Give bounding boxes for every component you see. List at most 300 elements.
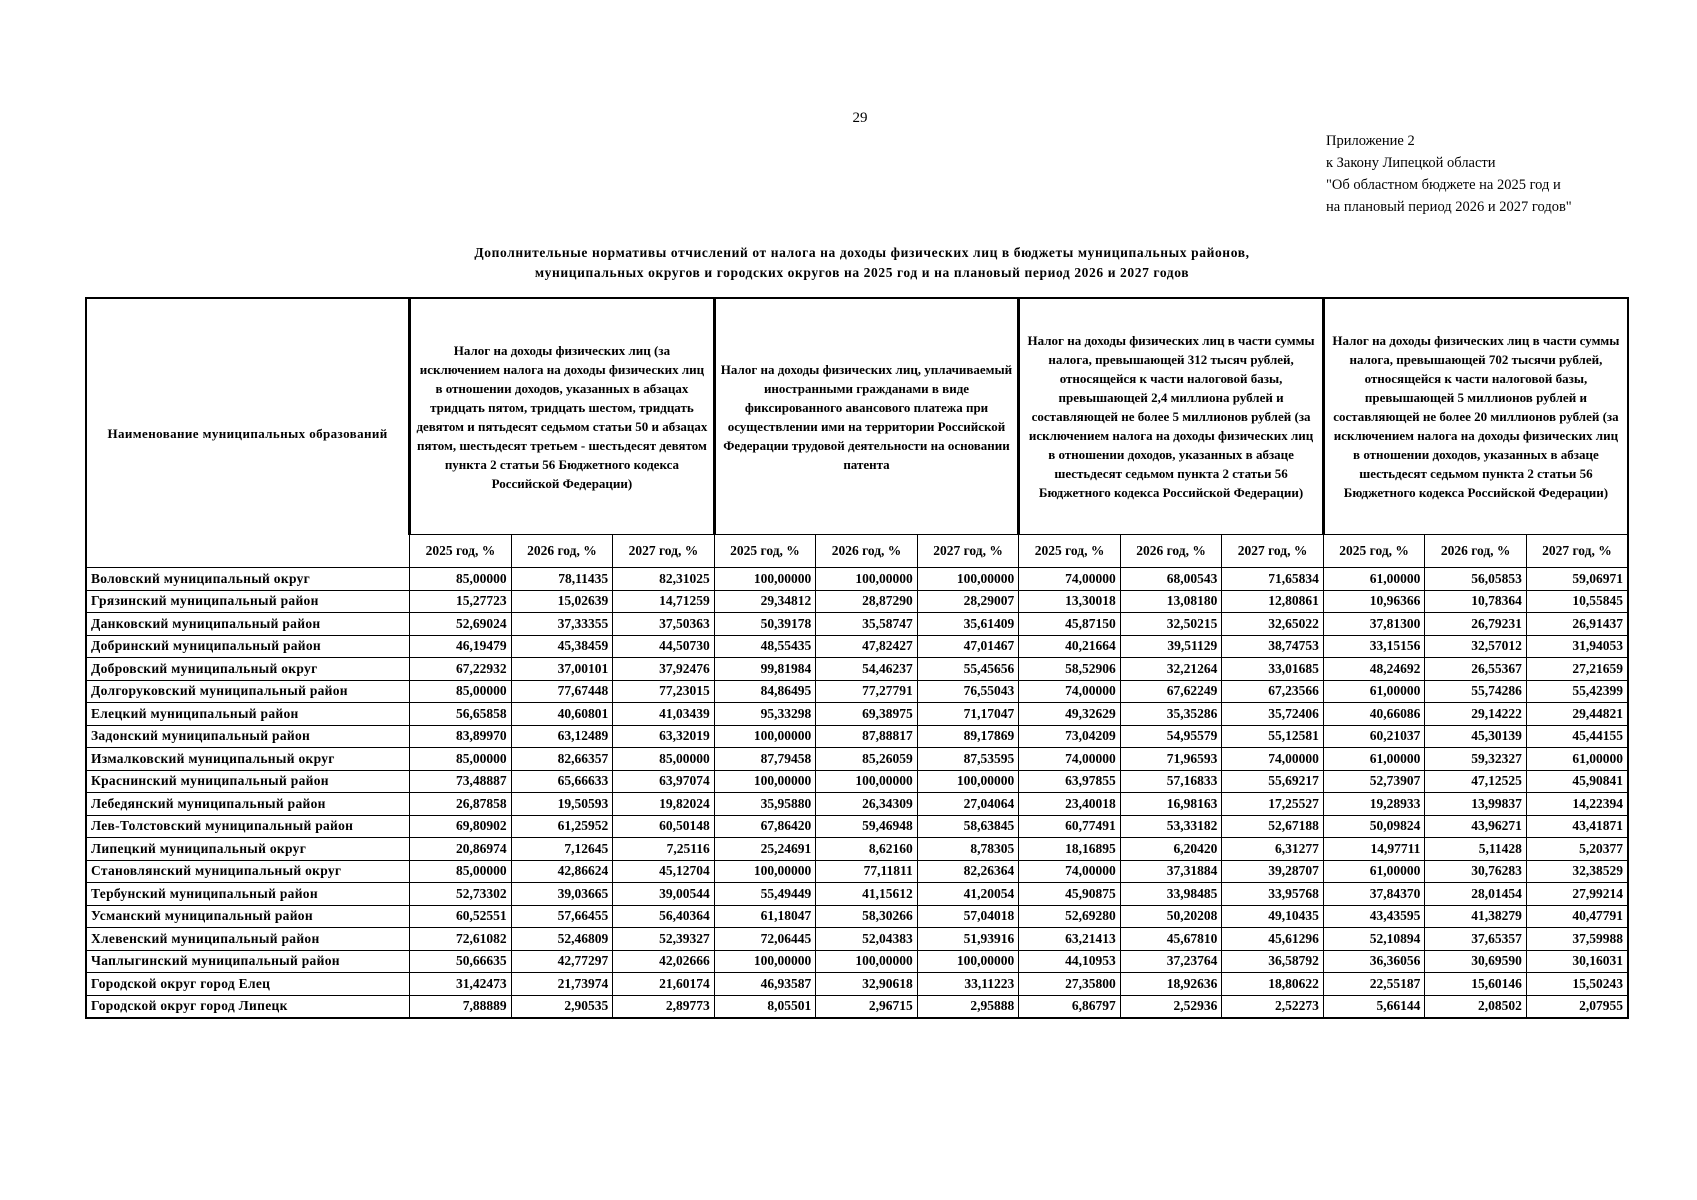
value-cell: 100,00000 — [816, 770, 918, 793]
value-cell: 67,22932 — [410, 658, 512, 681]
value-cell: 32,21264 — [1120, 658, 1222, 681]
value-cell: 6,86797 — [1019, 995, 1121, 1018]
appendix-line-2: к Закону Липецкой области — [1326, 155, 1496, 171]
value-cell: 57,66455 — [511, 905, 613, 928]
value-cell: 63,97855 — [1019, 770, 1121, 793]
municipality-name: Долгоруковский муниципальный район — [86, 680, 410, 703]
table-row — [86, 748, 1628, 771]
appendix-line-4: на плановый период 2026 и 2027 годов" — [1326, 199, 1572, 215]
value-cell: 100,00000 — [714, 860, 816, 883]
value-cell: 37,23764 — [1120, 950, 1222, 973]
value-cell: 73,04209 — [1019, 725, 1121, 748]
value-cell: 58,52906 — [1019, 658, 1121, 681]
value-cell: 52,10894 — [1323, 928, 1425, 951]
value-cell: 29,14222 — [1425, 703, 1527, 726]
municipality-name: Воловский муниципальный округ — [86, 568, 410, 591]
value-cell: 31,94053 — [1526, 635, 1628, 658]
value-cell: 19,82024 — [613, 793, 715, 816]
document-title-line-1: Дополнительные нормативы отчислений от налога на доходы физических лиц в бюджеты муниципальных районов, — [474, 245, 1250, 260]
value-cell: 2,96715 — [816, 995, 918, 1018]
value-cell: 100,00000 — [917, 950, 1019, 973]
value-cell: 52,69024 — [410, 613, 512, 636]
table-row — [86, 860, 1628, 883]
municipality-name: Хлевенский муниципальный район — [86, 928, 410, 951]
value-cell: 43,43595 — [1323, 905, 1425, 928]
value-cell: 10,96366 — [1323, 590, 1425, 613]
municipality-name: Становлянский муниципальный округ — [86, 860, 410, 883]
value-cell: 33,11223 — [917, 973, 1019, 996]
value-cell: 74,00000 — [1019, 748, 1121, 771]
value-cell: 77,11811 — [816, 860, 918, 883]
year-header-g1-y3: 2027 год, % — [613, 535, 715, 568]
value-cell: 53,33182 — [1120, 815, 1222, 838]
value-cell: 100,00000 — [714, 725, 816, 748]
value-cell: 57,04018 — [917, 905, 1019, 928]
value-cell: 5,66144 — [1323, 995, 1425, 1018]
value-cell: 71,17047 — [917, 703, 1019, 726]
value-cell: 2,08502 — [1425, 995, 1527, 1018]
value-cell: 55,49449 — [714, 883, 816, 906]
table-row — [86, 928, 1628, 951]
value-cell: 41,03439 — [613, 703, 715, 726]
value-cell: 45,90841 — [1526, 770, 1628, 793]
value-cell: 63,97074 — [613, 770, 715, 793]
value-cell: 55,69217 — [1222, 770, 1324, 793]
value-cell: 46,93587 — [714, 973, 816, 996]
value-cell: 41,20054 — [917, 883, 1019, 906]
year-header-g4-y3: 2027 год, % — [1526, 535, 1628, 568]
value-cell: 32,65022 — [1222, 613, 1324, 636]
value-cell: 30,16031 — [1526, 950, 1628, 973]
value-cell: 36,36056 — [1323, 950, 1425, 973]
municipality-name: Чаплыгинский муниципальный район — [86, 950, 410, 973]
value-cell: 37,33355 — [511, 613, 613, 636]
value-cell: 37,59988 — [1526, 928, 1628, 951]
value-cell: 15,50243 — [1526, 973, 1628, 996]
value-cell: 67,23566 — [1222, 680, 1324, 703]
value-cell: 32,57012 — [1425, 635, 1527, 658]
value-cell: 13,99837 — [1425, 793, 1527, 816]
value-cell: 52,73907 — [1323, 770, 1425, 793]
value-cell: 47,01467 — [917, 635, 1019, 658]
value-cell: 83,89970 — [410, 725, 512, 748]
table-row — [86, 680, 1628, 703]
value-cell: 63,21413 — [1019, 928, 1121, 951]
value-cell: 15,60146 — [1425, 973, 1527, 996]
value-cell: 52,67188 — [1222, 815, 1324, 838]
municipality-name: Добровский муниципальный округ — [86, 658, 410, 681]
value-cell: 85,26059 — [816, 748, 918, 771]
value-cell: 85,00000 — [410, 568, 512, 591]
value-cell: 22,55187 — [1323, 973, 1425, 996]
table-row — [86, 703, 1628, 726]
value-cell: 42,77297 — [511, 950, 613, 973]
value-cell: 45,44155 — [1526, 725, 1628, 748]
value-cell: 50,20208 — [1120, 905, 1222, 928]
value-cell: 2,52273 — [1222, 995, 1324, 1018]
value-cell: 30,69590 — [1425, 950, 1527, 973]
value-cell: 25,24691 — [714, 838, 816, 861]
value-cell: 60,52551 — [410, 905, 512, 928]
value-cell: 65,66633 — [511, 770, 613, 793]
value-cell: 67,62249 — [1120, 680, 1222, 703]
value-cell: 100,00000 — [714, 950, 816, 973]
value-cell: 29,44821 — [1526, 703, 1628, 726]
value-cell: 15,02639 — [511, 590, 613, 613]
value-cell: 37,50363 — [613, 613, 715, 636]
municipality-name: Липецкий муниципальный округ — [86, 838, 410, 861]
value-cell: 71,96593 — [1120, 748, 1222, 771]
value-cell: 19,50593 — [511, 793, 613, 816]
year-header-g3-y2: 2026 год, % — [1120, 535, 1222, 568]
municipality-name: Городской округ город Липецк — [86, 995, 410, 1018]
municipality-name: Усманский муниципальный район — [86, 905, 410, 928]
value-cell: 13,08180 — [1120, 590, 1222, 613]
value-cell: 35,95880 — [714, 793, 816, 816]
value-cell: 18,80622 — [1222, 973, 1324, 996]
value-cell: 38,74753 — [1222, 635, 1324, 658]
value-cell: 2,95888 — [917, 995, 1019, 1018]
value-cell: 69,38975 — [816, 703, 918, 726]
municipality-name: Елецкий муниципальный район — [86, 703, 410, 726]
value-cell: 47,12525 — [1425, 770, 1527, 793]
value-cell: 69,80902 — [410, 815, 512, 838]
value-cell: 74,00000 — [1019, 680, 1121, 703]
value-cell: 72,61082 — [410, 928, 512, 951]
table-row — [86, 815, 1628, 838]
value-cell: 45,87150 — [1019, 613, 1121, 636]
group-header-2: Налог на доходы физических лиц, уплачиваемый иностранными гражданами в виде фиксированного авансового платежа при осуществлении ими на территории Российской Федерации трудовой деятельности на основании патента — [714, 298, 1019, 535]
municipality-name: Измалковский муниципальный округ — [86, 748, 410, 771]
value-cell: 63,12489 — [511, 725, 613, 748]
value-cell: 56,65858 — [410, 703, 512, 726]
value-cell: 5,11428 — [1425, 838, 1527, 861]
value-cell: 43,96271 — [1425, 815, 1527, 838]
value-cell: 85,00000 — [613, 748, 715, 771]
value-cell: 37,84370 — [1323, 883, 1425, 906]
value-cell: 37,00101 — [511, 658, 613, 681]
value-cell: 72,06445 — [714, 928, 816, 951]
norms-table — [85, 297, 1629, 1019]
value-cell: 21,73974 — [511, 973, 613, 996]
value-cell: 35,35286 — [1120, 703, 1222, 726]
value-cell: 35,72406 — [1222, 703, 1324, 726]
value-cell: 21,60174 — [613, 973, 715, 996]
value-cell: 37,81300 — [1323, 613, 1425, 636]
value-cell: 45,67810 — [1120, 928, 1222, 951]
value-cell: 14,97711 — [1323, 838, 1425, 861]
value-cell: 45,12704 — [613, 860, 715, 883]
value-cell: 37,65357 — [1425, 928, 1527, 951]
value-cell: 57,16833 — [1120, 770, 1222, 793]
value-cell: 16,98163 — [1120, 793, 1222, 816]
value-cell: 7,25116 — [613, 838, 715, 861]
year-header-g1-y1: 2025 год, % — [410, 535, 512, 568]
group-header-4: Налог на доходы физических лиц в части суммы налога, превышающей 702 тысячи рублей, относящейся к части налоговой базы, превышающей 5 миллионов рублей и составляющей не более 20 миллионов рублей (за исключением налога на доходы физических лиц в отношении доходов, указанных в абзаце шестьдесят седьмом пункта 2 статьи 56 Бюджетного кодекса Российской Федерации) — [1323, 298, 1628, 535]
value-cell: 37,31884 — [1120, 860, 1222, 883]
value-cell: 15,27723 — [410, 590, 512, 613]
value-cell: 40,60801 — [511, 703, 613, 726]
value-cell: 39,03665 — [511, 883, 613, 906]
value-cell: 28,29007 — [917, 590, 1019, 613]
value-cell: 55,42399 — [1526, 680, 1628, 703]
value-cell: 14,71259 — [613, 590, 715, 613]
value-cell: 8,78305 — [917, 838, 1019, 861]
value-cell: 31,42473 — [410, 973, 512, 996]
value-cell: 39,28707 — [1222, 860, 1324, 883]
value-cell: 26,79231 — [1425, 613, 1527, 636]
municipality-name: Городской округ город Елец — [86, 973, 410, 996]
table-row — [86, 793, 1628, 816]
document-title — [90, 243, 1634, 283]
year-header-g4-y1: 2025 год, % — [1323, 535, 1425, 568]
value-cell: 50,66635 — [410, 950, 512, 973]
value-cell: 58,30266 — [816, 905, 918, 928]
value-cell: 17,25527 — [1222, 793, 1324, 816]
value-cell: 56,40364 — [613, 905, 715, 928]
table-row — [86, 905, 1628, 928]
municipality-name: Краснинский муниципальный район — [86, 770, 410, 793]
group-header-row — [86, 298, 1628, 535]
value-cell: 6,31277 — [1222, 838, 1324, 861]
value-cell: 37,92476 — [613, 658, 715, 681]
value-cell: 60,77491 — [1019, 815, 1121, 838]
value-cell: 59,06971 — [1526, 568, 1628, 591]
value-cell: 61,00000 — [1323, 860, 1425, 883]
value-cell: 100,00000 — [917, 770, 1019, 793]
table-row — [86, 770, 1628, 793]
value-cell: 28,87290 — [816, 590, 918, 613]
value-cell: 13,30018 — [1019, 590, 1121, 613]
value-cell: 40,21664 — [1019, 635, 1121, 658]
value-cell: 27,04064 — [917, 793, 1019, 816]
municipality-name: Задонский муниципальный район — [86, 725, 410, 748]
value-cell: 8,05501 — [714, 995, 816, 1018]
table-row — [86, 590, 1628, 613]
value-cell: 12,80861 — [1222, 590, 1324, 613]
value-cell: 76,55043 — [917, 680, 1019, 703]
value-cell: 48,55435 — [714, 635, 816, 658]
value-cell: 41,38279 — [1425, 905, 1527, 928]
value-cell: 29,34812 — [714, 590, 816, 613]
value-cell: 84,86495 — [714, 680, 816, 703]
value-cell: 52,04383 — [816, 928, 918, 951]
value-cell: 61,25952 — [511, 815, 613, 838]
value-cell: 89,17869 — [917, 725, 1019, 748]
table-row — [86, 613, 1628, 636]
table-row — [86, 725, 1628, 748]
value-cell: 77,23015 — [613, 680, 715, 703]
value-cell: 2,07955 — [1526, 995, 1628, 1018]
value-cell: 87,53595 — [917, 748, 1019, 771]
table-row — [86, 950, 1628, 973]
appendix-line-3: "Об областном бюджете на 2025 год и — [1326, 177, 1561, 193]
year-header-g2-y2: 2026 год, % — [816, 535, 918, 568]
value-cell: 40,66086 — [1323, 703, 1425, 726]
year-header-g2-y3: 2027 год, % — [917, 535, 1019, 568]
value-cell: 46,19479 — [410, 635, 512, 658]
table-row — [86, 973, 1628, 996]
year-header-g3-y1: 2025 год, % — [1019, 535, 1121, 568]
value-cell: 2,52936 — [1120, 995, 1222, 1018]
value-cell: 85,00000 — [410, 680, 512, 703]
value-cell: 44,10953 — [1019, 950, 1121, 973]
value-cell: 78,11435 — [511, 568, 613, 591]
value-cell: 50,09824 — [1323, 815, 1425, 838]
year-header-g3-y3: 2027 год, % — [1222, 535, 1324, 568]
value-cell: 2,89773 — [613, 995, 715, 1018]
value-cell: 26,55367 — [1425, 658, 1527, 681]
value-cell: 77,67448 — [511, 680, 613, 703]
value-cell: 51,93916 — [917, 928, 1019, 951]
value-cell: 61,00000 — [1323, 748, 1425, 771]
value-cell: 7,12645 — [511, 838, 613, 861]
value-cell: 99,81984 — [714, 658, 816, 681]
value-cell: 2,90535 — [511, 995, 613, 1018]
value-cell: 33,15156 — [1323, 635, 1425, 658]
table-row — [86, 838, 1628, 861]
value-cell: 63,32019 — [613, 725, 715, 748]
value-cell: 32,38529 — [1526, 860, 1628, 883]
value-cell: 8,62160 — [816, 838, 918, 861]
value-cell: 35,61409 — [917, 613, 1019, 636]
value-cell: 18,92636 — [1120, 973, 1222, 996]
value-cell: 54,46237 — [816, 658, 918, 681]
value-cell: 49,10435 — [1222, 905, 1324, 928]
value-cell: 43,41871 — [1526, 815, 1628, 838]
value-cell: 40,47791 — [1526, 905, 1628, 928]
value-cell: 61,18047 — [714, 905, 816, 928]
value-cell: 59,46948 — [816, 815, 918, 838]
value-cell: 32,90618 — [816, 973, 918, 996]
value-cell: 52,69280 — [1019, 905, 1121, 928]
value-cell: 18,16895 — [1019, 838, 1121, 861]
value-cell: 100,00000 — [714, 770, 816, 793]
value-cell: 42,02666 — [613, 950, 715, 973]
value-cell: 95,33298 — [714, 703, 816, 726]
value-cell: 35,58747 — [816, 613, 918, 636]
value-cell: 82,66357 — [511, 748, 613, 771]
value-cell: 39,00544 — [613, 883, 715, 906]
value-cell: 20,86974 — [410, 838, 512, 861]
table-row — [86, 568, 1628, 591]
table-row — [86, 883, 1628, 906]
value-cell: 54,95579 — [1120, 725, 1222, 748]
value-cell: 56,05853 — [1425, 568, 1527, 591]
year-header-g2-y1: 2025 год, % — [714, 535, 816, 568]
value-cell: 42,86624 — [511, 860, 613, 883]
value-cell: 26,34309 — [816, 793, 918, 816]
year-header-g4-y2: 2026 год, % — [1425, 535, 1527, 568]
municipality-name: Данковский муниципальный район — [86, 613, 410, 636]
value-cell: 44,50730 — [613, 635, 715, 658]
value-cell: 74,00000 — [1222, 748, 1324, 771]
value-cell: 74,00000 — [1019, 568, 1121, 591]
value-cell: 71,65834 — [1222, 568, 1324, 591]
value-cell: 32,50215 — [1120, 613, 1222, 636]
value-cell: 5,20377 — [1526, 838, 1628, 861]
table-body — [86, 568, 1628, 1019]
value-cell: 61,00000 — [1323, 568, 1425, 591]
value-cell: 82,26364 — [917, 860, 1019, 883]
value-cell: 45,30139 — [1425, 725, 1527, 748]
value-cell: 23,40018 — [1019, 793, 1121, 816]
value-cell: 39,51129 — [1120, 635, 1222, 658]
page-number: 29 — [852, 110, 868, 126]
value-cell: 47,82427 — [816, 635, 918, 658]
value-cell: 61,00000 — [1323, 680, 1425, 703]
appendix-note — [1326, 130, 1646, 218]
value-cell: 60,50148 — [613, 815, 715, 838]
value-cell: 52,39327 — [613, 928, 715, 951]
value-cell: 77,27791 — [816, 680, 918, 703]
value-cell: 82,31025 — [613, 568, 715, 591]
value-cell: 7,88889 — [410, 995, 512, 1018]
value-cell: 68,00543 — [1120, 568, 1222, 591]
value-cell: 41,15612 — [816, 883, 918, 906]
value-cell: 36,58792 — [1222, 950, 1324, 973]
value-cell: 87,88817 — [816, 725, 918, 748]
value-cell: 33,01685 — [1222, 658, 1324, 681]
value-cell: 10,78364 — [1425, 590, 1527, 613]
value-cell: 10,55845 — [1526, 590, 1628, 613]
value-cell: 58,63845 — [917, 815, 1019, 838]
value-cell: 27,21659 — [1526, 658, 1628, 681]
value-cell: 52,73302 — [410, 883, 512, 906]
value-cell: 26,87858 — [410, 793, 512, 816]
value-cell: 100,00000 — [816, 950, 918, 973]
municipality-name: Тербунский муниципальный район — [86, 883, 410, 906]
value-cell: 19,28933 — [1323, 793, 1425, 816]
value-cell: 27,35800 — [1019, 973, 1121, 996]
value-cell: 14,22394 — [1526, 793, 1628, 816]
document-title-line-2: муниципальных округов и городских округов на 2025 год и на плановый период 2026 и 2027 годов — [534, 265, 1190, 280]
value-cell: 49,32629 — [1019, 703, 1121, 726]
value-cell: 73,48887 — [410, 770, 512, 793]
value-cell: 52,46809 — [511, 928, 613, 951]
value-cell: 33,98485 — [1120, 883, 1222, 906]
value-cell: 50,39178 — [714, 613, 816, 636]
value-cell: 45,90875 — [1019, 883, 1121, 906]
value-cell: 100,00000 — [917, 568, 1019, 591]
value-cell: 85,00000 — [410, 748, 512, 771]
value-cell: 55,74286 — [1425, 680, 1527, 703]
value-cell: 48,24692 — [1323, 658, 1425, 681]
group-header-1: Налог на доходы физических лиц (за исключением налога на доходы физических лиц в отношении доходов, указанных в абзацах тридцать пятом, тридцать шестом, тридцать девятом и пятьдесят седьмом статьи 50 и абзацах пятом, шестьдесят третьем - шестьдесят девятом пункта 2 статьи 56 Бюджетного кодекса Российской Федерации) — [410, 298, 715, 535]
table-row — [86, 995, 1628, 1018]
value-cell: 67,86420 — [714, 815, 816, 838]
municipality-name: Лев-Толстовский муниципальный район — [86, 815, 410, 838]
appendix-line-1: Приложение 2 — [1326, 133, 1415, 149]
municipality-name: Лебедянский муниципальный район — [86, 793, 410, 816]
value-cell: 87,79458 — [714, 748, 816, 771]
municipality-name: Добринский муниципальный район — [86, 635, 410, 658]
value-cell: 59,32327 — [1425, 748, 1527, 771]
table-row — [86, 635, 1628, 658]
municipality-name: Грязинский муниципальный район — [86, 590, 410, 613]
value-cell: 45,61296 — [1222, 928, 1324, 951]
value-cell: 26,91437 — [1526, 613, 1628, 636]
value-cell: 55,45656 — [917, 658, 1019, 681]
value-cell: 33,95768 — [1222, 883, 1324, 906]
value-cell: 6,20420 — [1120, 838, 1222, 861]
value-cell: 74,00000 — [1019, 860, 1121, 883]
value-cell: 100,00000 — [714, 568, 816, 591]
value-cell: 27,99214 — [1526, 883, 1628, 906]
value-cell: 100,00000 — [816, 568, 918, 591]
name-column-header: Наименование муниципальных образований — [86, 298, 410, 568]
value-cell: 30,76283 — [1425, 860, 1527, 883]
